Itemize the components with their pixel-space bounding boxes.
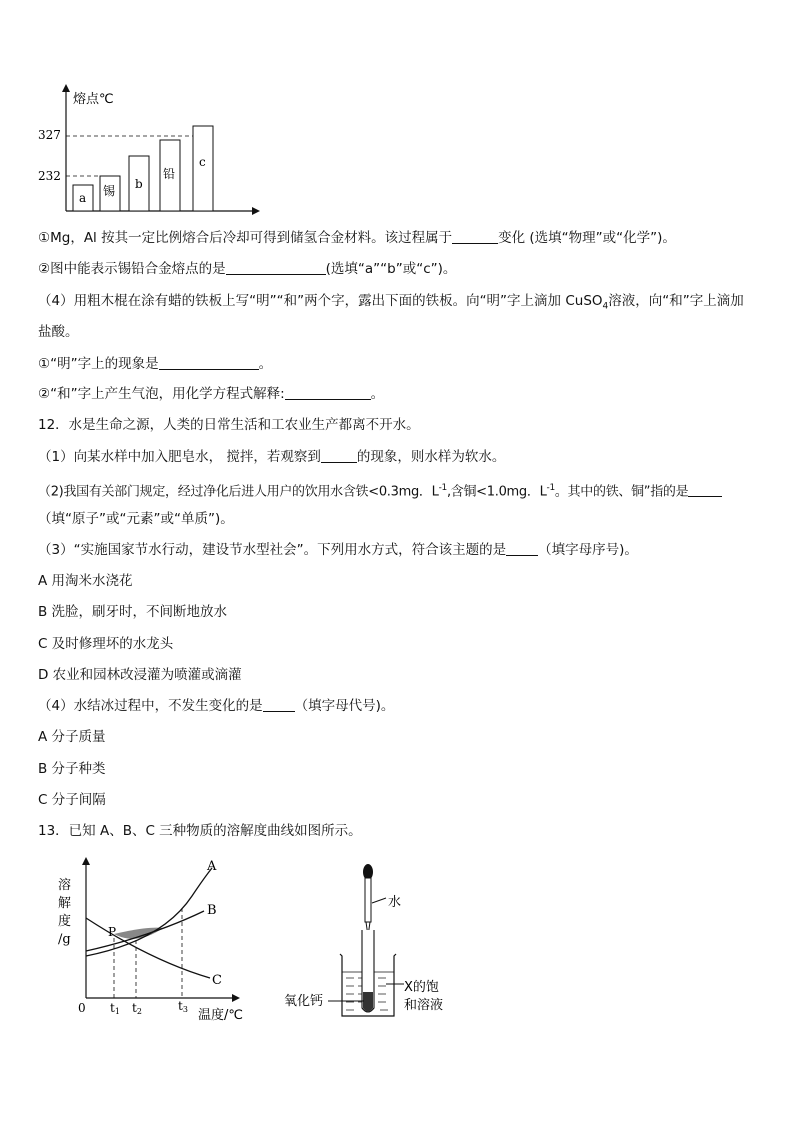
option-4b: B 分子种类 [38, 761, 106, 777]
x-axis-arrow [232, 994, 240, 1002]
question-11-4-1: ①“明”字上的现象是 。 [38, 356, 273, 372]
water-label: 水 [388, 895, 402, 910]
y-label-2: 解 [58, 896, 72, 911]
dropper-tube [365, 878, 371, 922]
water-pointer [372, 898, 386, 903]
question-13: 13．已知 A、B、C 三种物质的溶解度曲线如图所示。 [38, 823, 362, 839]
option-4a: A 分子质量 [38, 729, 106, 745]
melting-point-chart [34, 84, 274, 219]
option-d: D 农业和园林改浸灌为喷灌或滴灌 [38, 667, 242, 683]
tick-t1: t1 [110, 1001, 120, 1016]
tick-232: 232 [38, 169, 61, 183]
curve-label-a: A [207, 859, 217, 874]
bar-label-a: a [79, 191, 87, 205]
curve-a [86, 868, 212, 956]
bar-label-lead: 铅 [163, 167, 176, 181]
origin-label: 0 [78, 1001, 86, 1015]
question-11-4-2: ②“和”字上产生气泡，用化学方程式解释: 。 [38, 386, 385, 402]
solution-label-2: 和溶液 [404, 998, 444, 1013]
x-axis-label: 温度/℃ [198, 1008, 243, 1023]
y-axis-label: 熔点℃ [73, 92, 114, 107]
calcium-oxide-label: 氧化钙 [284, 994, 324, 1009]
option-4c: C 分子间隔 [38, 792, 106, 808]
y-label-4: /g [58, 932, 71, 947]
curve-label-b: B [207, 903, 217, 918]
answer-blank[interactable] [506, 541, 538, 556]
option-a: A 用淘米水浇花 [38, 573, 133, 589]
calcium-oxide-solid [363, 992, 373, 1008]
tick-t3: t3 [178, 999, 188, 1014]
point-p-label: P [108, 925, 117, 939]
solubility-curve-chart [52, 856, 252, 1024]
curve-bottom [86, 936, 163, 978]
answer-blank[interactable] [688, 482, 722, 497]
answer-blank[interactable] [159, 355, 259, 370]
question-11-4-cont: 盐酸。 [38, 324, 79, 340]
question-12: 12．水是生命之源，人类的日常生活和工农业生产都离不开水。 [38, 417, 420, 433]
question-12-4: （4）水结冰过程中，不发生变化的是 （填字母代号)。 [38, 698, 395, 714]
x-axis-arrow [252, 207, 260, 215]
answer-blank[interactable] [263, 697, 295, 712]
curve-c [86, 918, 210, 978]
bar-label-c: c [199, 155, 206, 169]
question-12-1: （1）向某水样中加入肥皂水， 搅拌，若观察到 的现象，则水样为软水。 [38, 449, 506, 465]
bar-label-tin: 锡 [103, 184, 116, 198]
option-b: B 洗脸，刷牙时，不间断地放水 [38, 604, 228, 620]
answer-blank[interactable] [285, 385, 371, 400]
tick-327: 327 [38, 128, 61, 142]
question-11-3-2: ②图中能表示锡铅合金熔点的是 (选填“a”“b”或“c”)。 [38, 261, 457, 277]
bar-label-b: b [135, 177, 143, 191]
y-axis-arrow [82, 857, 90, 865]
option-c: C 及时修理坏的水龙头 [38, 636, 174, 652]
solution-label-1: X的饱 [404, 980, 439, 995]
y-label-1: 溶 [58, 878, 72, 893]
question-12-2-cont: （填“原子”或“元素”或“单质”)。 [38, 511, 234, 527]
question-12-3: （3）“实施国家节水行动，建设节水型社会”。下列用水方式，符合该主题的是 （填字母序号)。 [38, 542, 638, 558]
y-label-3: 度 [58, 914, 72, 929]
answer-blank[interactable] [452, 229, 498, 244]
question-11-3-1: ①Mg，Al 按其一定比例熔合后冷却可得到储氢合金材料。该过程属于 变化 (选填“物理”或“化学”)。 [38, 230, 676, 246]
answer-blank[interactable] [226, 260, 326, 275]
tick-t2: t2 [132, 1001, 142, 1016]
curve-label-c: C [212, 973, 222, 988]
question-12-2: （2)我国有关部门规定，经过净化后进人用户的饮用水含铁<0.3mg．$L^{-1}$,含铜<1.0mg．$L^{-1}$。其中的铁、铜”指的是 [38, 479, 722, 501]
answer-blank[interactable] [321, 448, 357, 463]
question-11-4: （4）用粗木棍在涂有蜡的铁板上写“明”“和”两个字，露出下面的铁板。向“明”字上滴加 CuSO$_4$溶液，向“和”字上滴加 [38, 293, 744, 312]
apparatus-diagram [282, 858, 462, 1023]
y-axis-arrow [62, 84, 70, 92]
